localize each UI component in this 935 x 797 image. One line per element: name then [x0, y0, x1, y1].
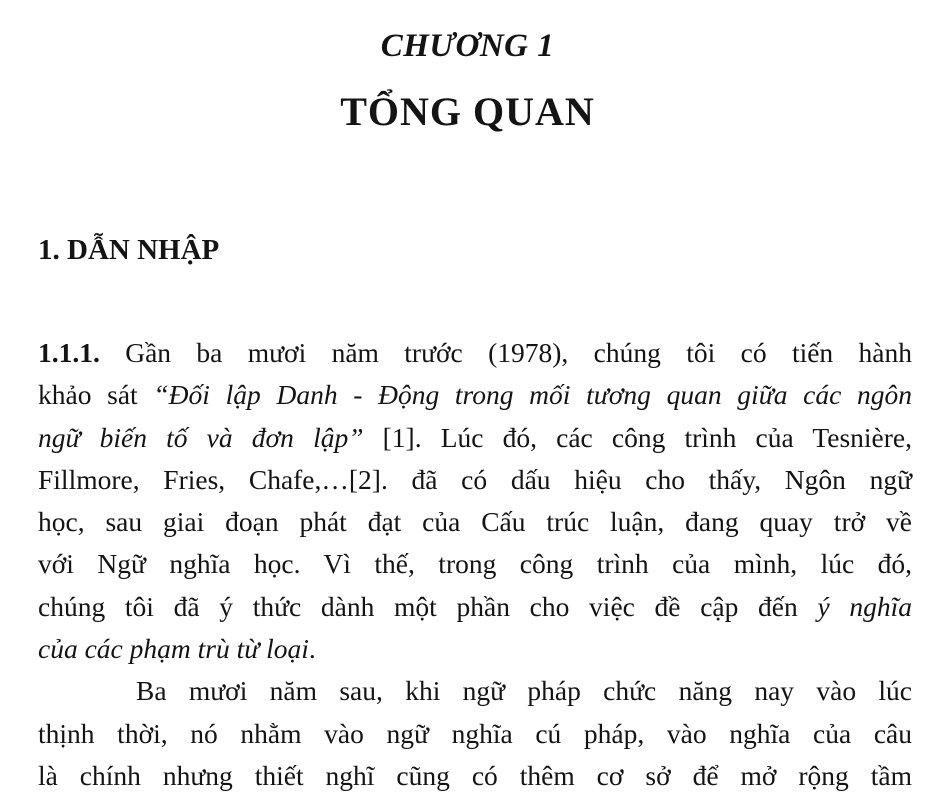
- paragraph-1-line-1: [38, 332, 912, 374]
- paragraph-1-line-2: [38, 374, 912, 416]
- text-run: Gần ba mươi năm trước (1978), chúng tôi có tiến hành: [99, 337, 912, 368]
- paragraph-1-line-5: học, sau giai đoạn phát đạt của Cấu trúc luận, đang quay trở về: [38, 506, 912, 538]
- cited-title: ngữ biến tố và đơn lập”: [38, 421, 364, 453]
- paragraph-number: 1.1.1.: [38, 337, 100, 368]
- text-run: chúng tôi đã ý thức dành một phần cho việc đề cập đến: [38, 590, 818, 622]
- chapter-title: TỔNG QUAN: [340, 89, 595, 134]
- emphasis-text: ý nghĩa: [817, 590, 912, 622]
- text-run: .: [308, 633, 316, 665]
- chapter-label: CHƯƠNG 1: [380, 28, 555, 64]
- paragraph-1-line-3: [38, 417, 912, 459]
- cited-title: “Đối lập Danh - Động trong mối tương quan giữa các ngôn: [153, 379, 912, 411]
- section-heading: 1. DẪN NHẬP: [38, 234, 220, 266]
- paragraph-2-line-1: Ba mươi năm sau, khi ngữ pháp chức năng nay vào lúc: [136, 675, 912, 707]
- paragraph-1-line-8: [38, 628, 912, 670]
- emphasis-text: của các phạm trù từ loại: [38, 633, 309, 665]
- body-text: [38, 332, 912, 797]
- paragraph-1-line-6: với Ngữ nghĩa học. Vì thế, trong công trình của mình, lúc đó,: [38, 548, 912, 580]
- text-run: [1]. Lúc đó, các công trình của Tesnière,: [363, 421, 912, 453]
- paragraph-1-line-4: Fillmore, Fries, Chafe,…[2]. đã có dấu hiệu cho thấy, Ngôn ngữ: [38, 463, 912, 495]
- paragraph-2-line-2: thịnh thời, nó nhằm vào ngữ nghĩa cú pháp, vào nghĩa của câu: [38, 717, 912, 749]
- text-run: khảo sát: [38, 379, 154, 411]
- paragraph-2-line-3: là chính nhưng thiết nghĩ cũng có thêm cơ sở để mở rộng tầm: [38, 759, 912, 791]
- paragraph-1-line-7: [38, 586, 912, 628]
